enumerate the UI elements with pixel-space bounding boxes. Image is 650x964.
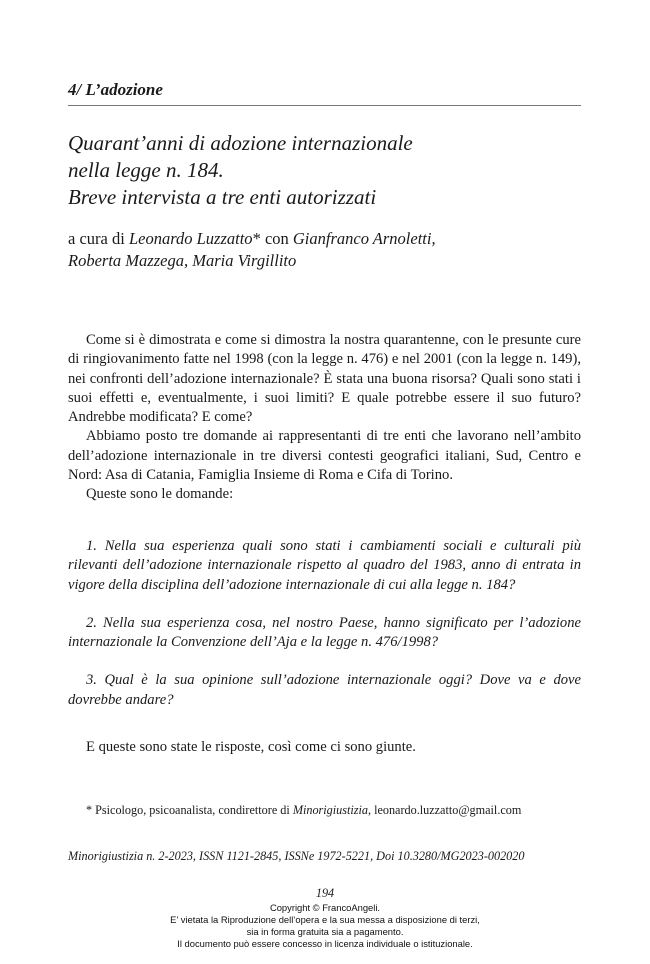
- body-paragraph: Come si è dimostrata e come si dimostra la nostra quarantenne, con le presunte cure di ringiovanimento fatte nel 1998 (con la legge n. 476) e nel 2001 (con la legge n. 149), nei confronti dell’adozione internazionale? È stata una buona risorsa? Quali sono stati i suoi effetti e, eventualmente, i suoi limiti? E quale potrebbe essere il suo futuro? Andrebbe modificata? E come?: [68, 332, 581, 426]
- byline-prefix: a cura di: [68, 229, 129, 248]
- copyright-line: E’ vietata la Riproduzione dell’opera e la sua messa a disposizione di terzi,: [170, 914, 480, 925]
- question-item: 2. Nella sua esperienza cosa, nel nostro Paese, hanno significato per l’adozione internazionale la Convenzione dell’Aja e la legge n. 476/1998?: [68, 614, 581, 651]
- copyright-line: Copyright © FrancoAngeli.: [269, 902, 381, 913]
- page-number: 194: [315, 886, 335, 900]
- footnote: [68, 802, 581, 818]
- footnote-mark: *: [252, 229, 261, 248]
- closing-text: [68, 738, 581, 757]
- body-paragraph: Queste sono le domande:: [86, 486, 234, 503]
- coauthors: Roberta Mazzega, Maria Virgillito: [68, 251, 297, 270]
- lead-author: Leonardo Luzzatto: [128, 229, 253, 248]
- author-byline: [68, 228, 588, 272]
- coauthors: Gianfranco Arnoletti,: [292, 229, 436, 248]
- intro-body: [68, 331, 581, 505]
- title-line: Quarant’anni di adozione internazionale: [68, 131, 413, 155]
- byline-connector: con: [260, 229, 293, 248]
- copyright-notice: [0, 902, 650, 950]
- body-paragraph: Abbiamo posto tre domande ai rappresentanti di tre enti che lavorano nell’ambito dell’adozione internazionale in tre diversi contesti geografici italiani, Sud, Centro e Nord: Asa di Catania, Famiglia Insieme di Roma e Cifa di Torino.: [68, 428, 581, 484]
- header-rule: [68, 105, 581, 106]
- article-title: [68, 130, 588, 211]
- title-line: nella legge n. 184.: [68, 158, 224, 182]
- copyright-line: Il documento può essere concesso in licenza individuale o istituzionale.: [177, 938, 473, 949]
- question-item: 1. Nella sua esperienza quali sono stati i cambiamenti sociali e culturali più rilevanti dell’adozione internazionale rispetto al quadro del 1983, anno di entrata in vigore della disciplina dell’adozione internazionale di cui alla legge n. 184?: [68, 538, 581, 593]
- footnote-suffix: , leonardo.luzzatto@gmail.com: [367, 803, 522, 817]
- section-label: 4/ L’adozione: [68, 80, 163, 99]
- journal-citation: Minorigiustizia n. 2-2023, ISSN 1121-2845, ISSNe 1972-5221, Doi 10.3280/MG2023-002020: [68, 849, 525, 863]
- question-list: [68, 537, 581, 729]
- closing-paragraph: E queste sono state le risposte, così come ci sono giunte.: [86, 739, 416, 755]
- question-item: 3. Qual è la sua opinione sull’adozione internazionale oggi? Dove va e dove dovrebbe andare?: [68, 672, 581, 708]
- footnote-journal: Minorigiustizia: [292, 803, 368, 817]
- copyright-line: sia in forma gratuita sia a pagamento.: [246, 926, 404, 937]
- title-line: Breve intervista a tre enti autorizzati: [68, 185, 377, 209]
- footnote-prefix: * Psicologo, psicoanalista, condirettore di: [86, 803, 293, 817]
